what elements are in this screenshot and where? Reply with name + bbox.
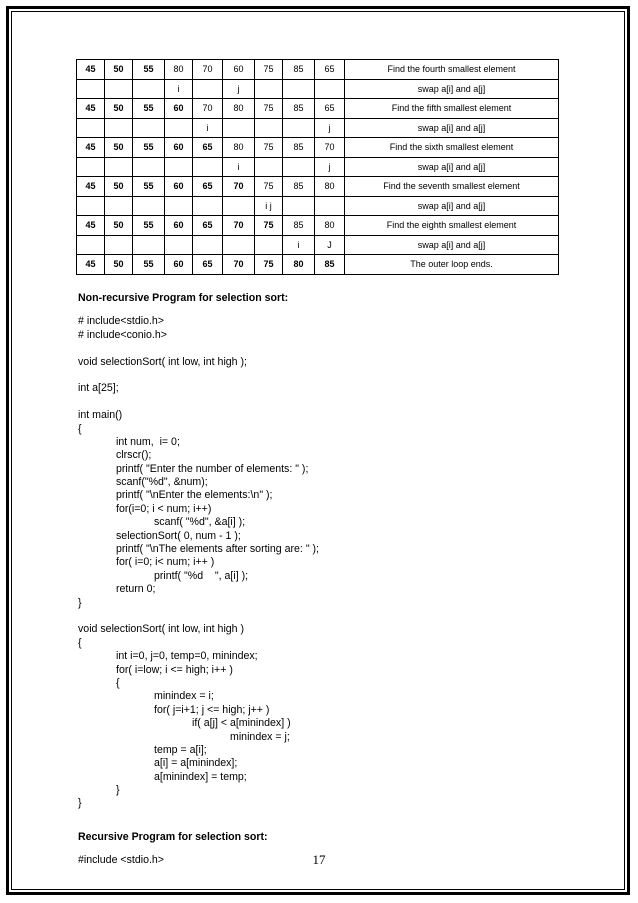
code-line: clrscr(); (116, 449, 152, 462)
table-cell: 45 (77, 255, 105, 275)
table-cell: 45 (77, 177, 105, 197)
table-cell: 65 (315, 60, 345, 80)
table-cell: 75 (255, 99, 283, 119)
table-cell-description: swap a[i] and a[j] (345, 196, 559, 216)
table-cell (223, 235, 255, 255)
table-cell (133, 157, 165, 177)
table-cell: i j (255, 196, 283, 216)
table-cell-description: swap a[i] and a[j] (345, 157, 559, 177)
table-cell: 75 (255, 255, 283, 275)
table-cell (165, 196, 193, 216)
table-cell (77, 79, 105, 99)
table-cell: i (193, 118, 223, 138)
table-cell: 55 (133, 60, 165, 80)
table-cell (283, 118, 315, 138)
table-cell: 65 (193, 255, 223, 275)
table-cell (283, 79, 315, 99)
table-cell: 80 (315, 177, 345, 197)
code-line (78, 369, 598, 382)
table-cell (223, 196, 255, 216)
table-cell: 65 (193, 138, 223, 158)
table-cell: 75 (255, 138, 283, 158)
table-cell: 60 (165, 177, 193, 197)
table-cell (133, 196, 165, 216)
table-cell (165, 235, 193, 255)
table-cell: 60 (223, 60, 255, 80)
table-row (77, 235, 559, 255)
table-cell (105, 157, 133, 177)
code-line: { (78, 636, 82, 649)
code-line: printf( "%d ", a[i] ); (154, 569, 249, 582)
table-cell (315, 196, 345, 216)
table-cell-description: Find the fourth smallest element (345, 60, 559, 80)
table-cell: i (283, 235, 315, 255)
table-cell: j (223, 79, 255, 99)
table-cell: 55 (133, 177, 165, 197)
code-line: printf( "Enter the number of elements: " ); (116, 462, 309, 475)
code-line (78, 342, 598, 355)
table-cell-description: swap a[i] and a[j] (345, 118, 559, 138)
table-cell: 85 (283, 216, 315, 236)
table-row (77, 216, 559, 236)
table-cell: 50 (105, 60, 133, 80)
table-cell: 50 (105, 216, 133, 236)
table-cell: 45 (77, 138, 105, 158)
table-cell (133, 79, 165, 99)
table-row (77, 60, 559, 80)
code-line: { (116, 676, 120, 689)
table-cell: 50 (105, 255, 133, 275)
table-cell (105, 196, 133, 216)
code-line: scanf( "%d", &a[i] ); (154, 516, 246, 529)
code-line: void selectionSort( int low, int high ); (78, 355, 247, 368)
table-cell (283, 157, 315, 177)
code-line: if( a[j] < a[minindex] ) (192, 717, 291, 730)
table-cell: 55 (133, 138, 165, 158)
table-cell (193, 79, 223, 99)
table-cell: j (315, 118, 345, 138)
table-row (77, 79, 559, 99)
table-cell: 70 (223, 177, 255, 197)
table-cell: 70 (193, 99, 223, 119)
selection-sort-trace-table (76, 59, 559, 275)
table-cell: 50 (105, 138, 133, 158)
table-cell (165, 118, 193, 138)
table-row (77, 177, 559, 197)
table-cell: 85 (283, 138, 315, 158)
table-cell (77, 157, 105, 177)
table-cell: 85 (315, 255, 345, 275)
table-cell: i (223, 157, 255, 177)
table-cell: 85 (283, 60, 315, 80)
table-cell: 45 (77, 99, 105, 119)
code-line: a[i] = a[minindex]; (154, 757, 238, 770)
table-cell-description: swap a[i] and a[j] (345, 235, 559, 255)
table-cell: j (315, 157, 345, 177)
table-cell (255, 157, 283, 177)
code-line: void selectionSort( int low, int high ) (78, 623, 245, 636)
document-body (78, 292, 598, 868)
code-line: minindex = i; (154, 690, 214, 703)
table-cell: 70 (223, 255, 255, 275)
section-heading-recursive: Recursive Program for selection sort: (78, 830, 268, 843)
table-cell: 80 (165, 60, 193, 80)
table-cell: 80 (223, 138, 255, 158)
table-cell (223, 118, 255, 138)
table-cell (105, 118, 133, 138)
table-cell: 60 (165, 255, 193, 275)
table-cell-description: swap a[i] and a[j] (345, 79, 559, 99)
table-cell: 70 (223, 216, 255, 236)
table-cell: 60 (165, 99, 193, 119)
table-cell: J (315, 235, 345, 255)
code-line (78, 610, 598, 623)
table-cell: 70 (193, 60, 223, 80)
table-cell (165, 157, 193, 177)
table-cell (133, 118, 165, 138)
code-line: int main() (78, 409, 123, 422)
table-cell: 80 (283, 255, 315, 275)
code-line: a[minindex] = temp; (154, 770, 247, 783)
table-cell (255, 79, 283, 99)
table-cell (77, 196, 105, 216)
table-cell-description: The outer loop ends. (345, 255, 559, 275)
table-cell: 60 (165, 216, 193, 236)
table-cell: 55 (133, 255, 165, 275)
table-cell (105, 235, 133, 255)
table-cell-description: Find the seventh smallest element (345, 177, 559, 197)
table-cell (255, 235, 283, 255)
code-line: printf( "\nEnter the elements:\n" ); (116, 489, 273, 502)
table-cell: 65 (315, 99, 345, 119)
table-cell: 65 (193, 216, 223, 236)
table-cell-description: Find the eighth smallest element (345, 216, 559, 236)
code-line (78, 396, 598, 409)
code-line: for( j=i+1; j <= high; j++ ) (154, 703, 270, 716)
code-line: #include <stdio.h> (78, 854, 164, 867)
table-cell: 50 (105, 99, 133, 119)
table-row (77, 99, 559, 119)
table-cell: 75 (255, 216, 283, 236)
table-cell: i (165, 79, 193, 99)
code-line: minindex = j; (230, 730, 290, 743)
table-row (77, 196, 559, 216)
table-cell: 80 (223, 99, 255, 119)
table-cell: 45 (77, 60, 105, 80)
table-row (77, 118, 559, 138)
table-cell: 55 (133, 99, 165, 119)
table-cell (255, 118, 283, 138)
table-cell: 55 (133, 216, 165, 236)
table-cell (193, 157, 223, 177)
code-line: int i=0, j=0, temp=0, minindex; (116, 650, 258, 663)
code-line: { (78, 422, 82, 435)
code-line: # include<conio.h> (78, 328, 167, 341)
table-row (77, 255, 559, 275)
table-cell (193, 235, 223, 255)
table-cell (315, 79, 345, 99)
table-cell: 50 (105, 177, 133, 197)
table-cell (193, 196, 223, 216)
table-cell (77, 118, 105, 138)
table-cell (77, 235, 105, 255)
code-line: printf( "\nThe elements after sorting are: " ); (116, 543, 319, 556)
table-cell: 85 (283, 99, 315, 119)
table-cell: 85 (283, 177, 315, 197)
table-cell: 75 (255, 60, 283, 80)
table-cell: 80 (315, 216, 345, 236)
table-cell (133, 235, 165, 255)
code-line: scanf("%d", &num); (116, 476, 208, 489)
code-line: } (116, 784, 120, 797)
table-cell: 65 (193, 177, 223, 197)
code-block-nonrecursive (78, 315, 598, 810)
code-line: return 0; (116, 583, 156, 596)
table-row (77, 138, 559, 158)
code-line: for( i=low; i <= high; i++ ) (116, 663, 233, 676)
code-line: selectionSort( 0, num - 1 ); (116, 529, 241, 542)
table-cell: 70 (315, 138, 345, 158)
code-line: } (78, 797, 82, 810)
page-number: 17 (312, 852, 326, 867)
code-line: int a[25]; (78, 382, 119, 395)
table-cell-description: Find the sixth smallest element (345, 138, 559, 158)
table-cell-description: Find the fifth smallest element (345, 99, 559, 119)
code-line: for(i=0; i < num; i++) (116, 502, 212, 515)
table-cell (105, 79, 133, 99)
table-cell (283, 196, 315, 216)
code-line: temp = a[i]; (154, 743, 207, 756)
table-row (77, 157, 559, 177)
table-cell: 45 (77, 216, 105, 236)
section-heading-nonrecursive: Non-recursive Program for selection sort: (78, 292, 289, 304)
code-line: } (78, 596, 82, 609)
code-line: # include<stdio.h> (78, 315, 164, 328)
table-cell: 60 (165, 138, 193, 158)
code-line: int num, i= 0; (116, 435, 180, 448)
code-line: for( i=0; i< num; i++ ) (116, 556, 215, 569)
table-cell: 75 (255, 177, 283, 197)
